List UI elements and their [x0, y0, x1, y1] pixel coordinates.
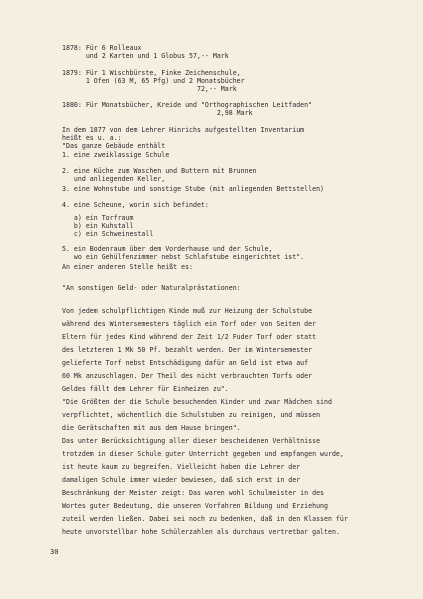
text-line: 1879: Für 1 Wischbürste, Finke Zeichenschule,: [62, 69, 241, 77]
text-line: 1878: Für 6 Rolleaux: [62, 44, 142, 52]
text-line: die Gerätschaften mit aus dem Hause bringen".: [62, 424, 241, 432]
text-line: "Die Größten der die Schule besuchenden Kinder und zwar Mädchen sind: [62, 398, 332, 406]
text-line: heute unvorstellbar hohe Schülerzahlen als durchaus vertretbar galten.: [62, 528, 340, 536]
text-line: 72,-- Mark: [62, 85, 237, 93]
text-line: trotzdem in dieser Schule guter Unterricht gegeben und empfangen wurde,: [62, 450, 344, 458]
text-line: 1. eine zweiklassige Schule: [62, 151, 170, 159]
text-line: 5. ein Bodenraum über dem Vorderhause und der Schule,: [62, 245, 273, 253]
text-line: 1880: Für Monatsbücher, Kreide und "Orthographischen Leitfaden": [62, 101, 313, 109]
text-line: heißt es u. a.:: [62, 134, 122, 142]
text-line: 3. eine Wohnstube und sonstige Stube (mit anliegenden Bettstellen): [62, 185, 325, 193]
text-line: "An sonstigen Geld- oder Naturalprästationen:: [62, 284, 241, 292]
text-line: Geldes fällt dem Lehrer für Einheizen zu".: [62, 385, 229, 393]
text-line: a) ein Torfraum: [62, 214, 134, 222]
text-line: In dem 1877 von dem Lehrer Hinrichs aufgestellten Inventarium: [62, 126, 305, 134]
text-line: 1 Ofen (63 M, 65 Pfg) und 2 Monatsbücher: [62, 77, 245, 85]
text-line: und 2 Karten und 1 Globus 57,-- Mark: [62, 52, 229, 60]
text-line: 2,98 Mark: [62, 109, 253, 117]
text-line: zuteil werden ließen. Dabei sei noch zu bedenken, daß in den Klassen für: [62, 515, 348, 523]
text-line: c) ein Schweinestall: [62, 230, 154, 238]
text-line: verpflichtet, wöchentlich die Schulstuben zu reinigen, und müssen: [62, 411, 321, 419]
text-line: wo ein Gehülfenzimmer nebst Schlafstube eingerichtet ist".: [62, 253, 305, 261]
text-line: des letzteren 1 Mk 50 Pf. bezahlt werden. Der im Wintersemester: [62, 346, 313, 354]
text-line: Das unter Berücksichtigung aller dieser bescheidenen Verhältnisse: [62, 437, 321, 445]
text-line: "Das ganze Gebäude enthält: [62, 142, 166, 150]
text-line: b) ein Kuhstall: [62, 222, 134, 230]
text-line: Eltern für jedes Kind während der Zeit 1/2 Fuder Torf oder statt: [62, 333, 317, 341]
page-number: 30: [50, 548, 59, 556]
text-line: Beschränkung der Meister zeigt: Das waren wohl Schulmeister in des: [62, 489, 325, 497]
text-line: und anliegenden Keller,: [62, 175, 166, 183]
text-line: ist heute kaum zu begreifen. Vielleicht haben die Lehrer der: [62, 463, 301, 471]
text-line: Wortes guter Bedeutung, die unseren Vorfahren Bildung und Erziehung: [62, 502, 328, 510]
text-line: damaligen Schule immer wieder bewiesen, daß sich erst in der: [62, 476, 301, 484]
text-line: 4. eine Scheune, worin sich befindet:: [62, 201, 209, 209]
text-line: gelieferte Torf nebst Entschädigung dafür an Geld ist etwa auf: [62, 359, 309, 367]
text-line: 2. eine Küche zum Waschen und Buttern mit Brunnen: [62, 167, 257, 175]
text-line: An einer anderen Stelle heißt es:: [62, 263, 194, 271]
text-line: Von jedem schulpflichtigen Kinde muß zur Heizung der Schulstube: [62, 307, 313, 315]
text-line: während des Wintersemesters täglich ein Torf oder von Seiten der: [62, 320, 317, 328]
text-line: 60 Mk anzuschlagen. Der Theil des nicht verbrauchten Torfs oder: [62, 372, 313, 380]
